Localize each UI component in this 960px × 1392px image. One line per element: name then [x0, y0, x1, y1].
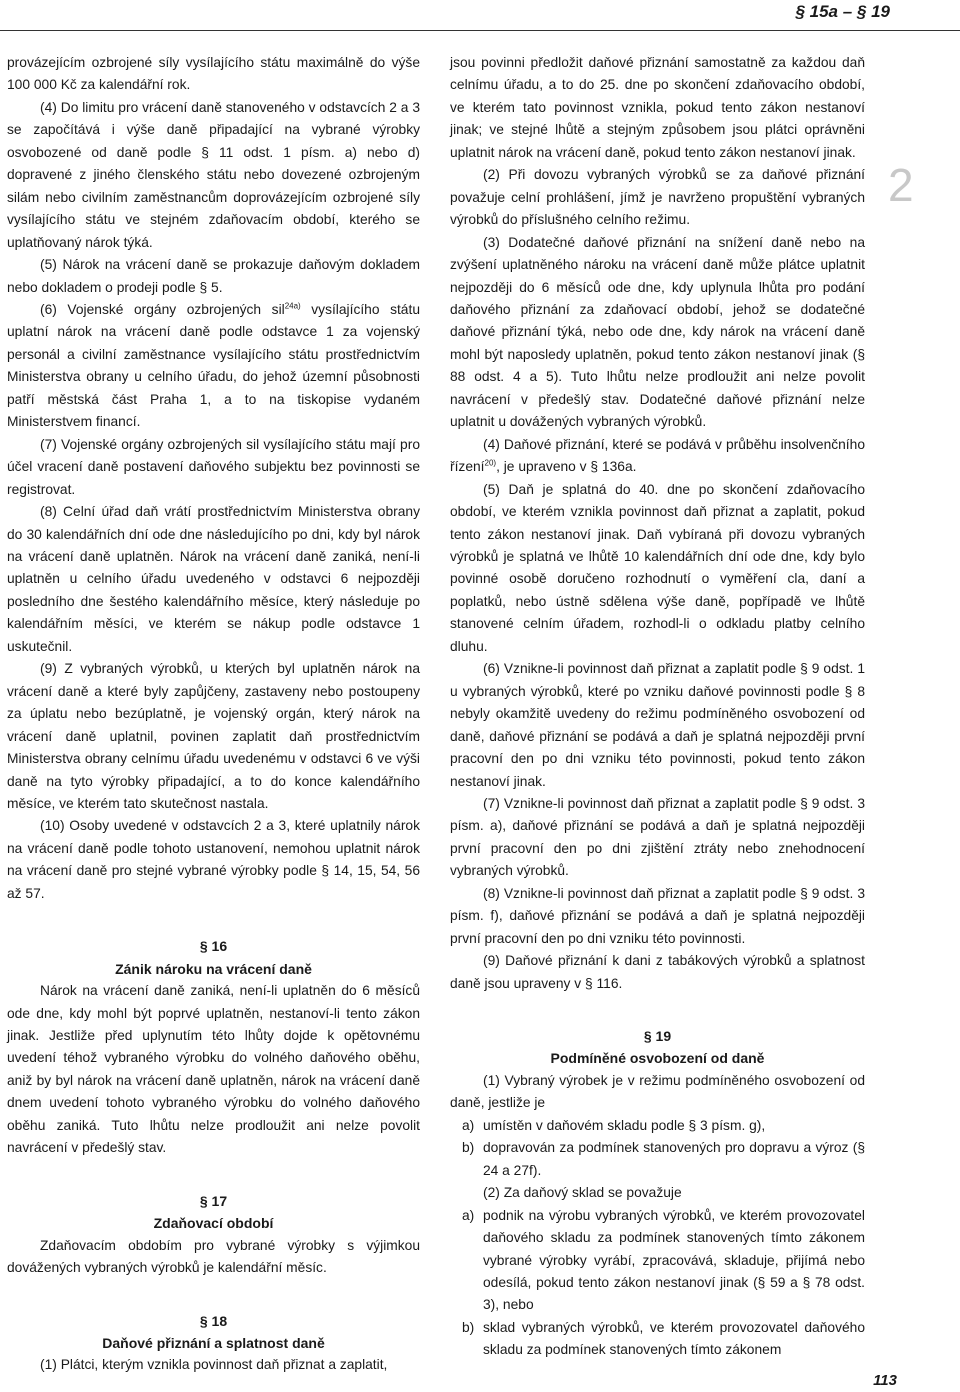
footnote-ref-24a: 24a) — [284, 301, 301, 311]
paragraph-9: (9) Daňové přiznání k dani z tabákových výrobků a splatnost daně jsou upraveny v § 116. — [450, 953, 865, 991]
paragraph-2: (2) Při dovozu vybraných výrobků se za daňové přiznání považuje celní prohlášení, jímž je navrženo propuštění vybraných výrobků do příslušného celního režimu. — [450, 167, 865, 228]
paragraph-4-end: , je upraveno v § 136a. — [496, 459, 637, 475]
section-19-title: Podmíněné osvobození od daně — [550, 1050, 765, 1067]
page-number: 113 — [873, 1372, 897, 1389]
paragraph-10: (10) Osoby uvedené v odstavcích 2 a 3, které uplatnily nárok na vrácení daně podle tohoto ustanovení, nemohou uplatnit nárok na vrácení daně pro stejné vybrané výrobky podle § 14, 15, 54, 56 až 57. — [7, 818, 420, 901]
list-item-text: sklad vybraných výrobků, ve kterém provozovatel daňového skladu za podmínek stanovených tímto zákonem — [483, 1319, 865, 1358]
paragraph-7: (7) Vojenské orgány ozbrojených sil vysílajícího státu mají pro účel vracení daně postavení daňového subjektu bez povinnosti se registrovat. — [7, 436, 420, 497]
list-item-text: dopravován za podmínek stanovených pro dopravu a výroz (§ 24 a 27f). — [483, 1140, 865, 1178]
paragraph-6: (6) Vznikne-li povinnost daň přiznat a zaplatit podle § 9 odst. 1 u vybraných výrobků, které po vzniku daňové povinnosti podle § 8 nebyly okamžitě uvedeny do režimu podmíněného osvobození od daně, daňové přiznání se podává a daň je splatná nejpozději první pracovní den po dni vzniku této povinnosti, pokud tento zákon nestanoví jinak. — [450, 661, 865, 789]
footnote-ref-20: 20) — [484, 458, 497, 468]
list-item-text: podnik na výrobu vybraných výrobků, ve kterém provozovatel daňového skladu za podmínek stanovených tímto zákonem vybrané výrobky vyrábí, zpracovává, skladuje, přijímá nebo odesílá, pokud tento zákon nestanoví jinak (§ 59 a § 78 odst. 3), nebo — [483, 1207, 865, 1313]
paragraph-8: (8) Celní úřad daň vrátí prostřednictvím Ministerstva obrany do 30 kalendářních dní ode dne následujícího po dni, kdy byl nárok na vrácení daně uplatněn. Nárok na vrácení daně zaniká, není-li uplatněn u celního úřadu uvedeného v odstavci 6 nejpozději posledního dne šestého kalendářního měsíce, který následuje po kalendářním měsíci, ve kterém se nákup podle odstavce 1 uskutečnil. — [7, 504, 420, 654]
header-rule — [0, 30, 960, 31]
section-16-title: Zánik nároku na vrácení daně — [115, 960, 312, 977]
list-item — [450, 1115, 865, 1137]
paragraph-8: (8) Vznikne-li povinnost daň přiznat a zaplatit podle § 9 odst. 3 písm. f), daňové přiznání se podává a daň je splatná nejpozději první pracovní den po dni vzniku této povinnosti. — [450, 885, 865, 946]
paragraph-continued: jsou povinni předložit daňové přiznání samostatně za každou daň celnímu úřadu, a to do 25. dne po skončení zdaňovacího období, ve kterém tato povinnost vznikla, pokud tento zákon nestanoví jinak; ve stejné lhůtě a stejným způsobem jsou plátci oprávněni uplatnit nárok na vrácení daně, pokud tento zákon nestanoví jinak. — [450, 55, 865, 160]
section-19-paragraph-1: (1) Vybraný výrobek je v režimu podmíněného osvobození od daně, jestliže je — [450, 1072, 865, 1111]
paragraph-7: (7) Vznikne-li povinnost daň přiznat a zaplatit podle § 9 odst. 3 písm. a), daňové přiznání se podává a daň je splatná nejpozději první pracovní den po dni zjištění ztráty nebo znehodnocení vybraných výrobků. — [450, 795, 865, 879]
chapter-tab-number: 2 — [888, 159, 914, 211]
paragraph-5: (5) Nárok na vrácení daně se prokazuje daňovým dokladem nebo dokladem o prodeji podle § 5. — [7, 257, 420, 295]
paragraph-3: (3) Dodatečné daňové přiznání na snížení daně nebo na zvýšení uplatněného nároku na vrácení daně může plátce uplatnit nejpozději do 6 měsíců ode dne, kdy uplynula lhůta pro podání daňového přiznání za zdaňovací období, jehož se dodatečné daňové přiznání týká, nebo ode dne, kdy nárok na vrácení daně mohl být naposledy uplatněn, pokud tento zákon nestanoví jinak (§ 88 odst. 4 a 5). Tuto lhůtu nelze prodloužit ani nelze povolit navrácení v předešlý stav. Dodatečné daňové přiznání nelze uplatnit u dovážených vybraných výrobků. — [450, 234, 865, 430]
section-18-paragraph-1: (1) Plátci, kterým vznikla povinnost daň přiznat a zaplatit, — [40, 1357, 388, 1373]
paragraph-6 — [7, 299, 420, 434]
section-16-number: § 16 — [199, 938, 228, 955]
list-item — [450, 1205, 865, 1317]
paragraph-9: (9) Z vybraných výrobků, u kterých byl uplatněn nárok na vrácení daně a které byly zapůjčeny, zastaveny nebo postoupeny za úplatu nebo bezúplatně, je vojenský orgán, který nárok na vrácení daně uplatnil, povinen zaplatit daň prostřednictvím Ministerstva obrany celnímu úřadu uvedenému v odstavci 6 ve výši daně na tyto výrobky připadající, a to do konce kalendářního měsíce, ve kterém tato skutečnost nastala. — [7, 661, 420, 811]
list-marker: a) — [462, 1117, 475, 1133]
list-marker: b) — [462, 1140, 475, 1156]
section-19-number: § 19 — [643, 1028, 672, 1045]
page-header — [0, 0, 960, 36]
section-19-paragraph-2: (2) Za daňový sklad se považuje — [483, 1185, 682, 1201]
right-column — [450, 52, 865, 1362]
section-17-title: Zdaňovací období — [153, 1215, 274, 1232]
section-17-number: § 17 — [199, 1192, 228, 1209]
section-16-text: Nárok na vrácení daně zaniká, není-li uplatněn do 6 měsíců ode dne, kdy mohl být poprvé uplatněn, nestanoví-li tento zákon jinak. Jestliže před uplynutím této lhůty dojde k opětovnému uvedení téhož vybraného výrobku do volného daňového oběhu, aniž by byl nárok na vrácení daně uplatněn, nárok na vrácení daně dnem uvedení tohoto vybraného výrobku do volného daňového oběhu zaniká. Tuto lhůtu nelze prodloužit ani nelze povolit navrácení v předešlý stav. — [7, 983, 420, 1156]
list-item-text: umístěn v daňovém skladu podle § 3 písm. g), — [483, 1117, 766, 1133]
paragraph-4 — [450, 434, 865, 479]
paragraph-4-start: (4) Daňové přiznání, které se podává v průběhu insolvenčního řízení — [450, 436, 865, 475]
header-section-range: § 15a – § 19 — [795, 2, 890, 21]
list-item — [450, 1317, 865, 1362]
left-column — [7, 52, 420, 1377]
list-marker: b) — [462, 1319, 475, 1335]
section-18-title: Daňové přiznání a splatnost daně — [102, 1335, 325, 1352]
paragraph-4: (4) Do limitu pro vrácení daně stanoveného v odstavcích 2 a 3 se započítává i výše daně připadající na vybrané výrobky osvobozené od daně podle § 11 odst. 1 písm. a) nebo d) dopravené z jiného členského státu nebo dovezené ozbrojeným silám nebo civilním zaměstnancům doprovázejícím ozbrojené síly vysílajícího státu ve stejném zdaňovacím období, kterého se uplatňovaný nárok týká. — [7, 99, 420, 250]
paragraph-6-end: vysílajícího státu uplatní nárok na vrácení daně podle odstavce 1 za vojenský personál a civilní zaměstnance vysílajícího státu prostřednictvím Ministerstva obrany u celního úřadu, do jehož územní působnosti patří městská část Praha 1, a to na tiskopise vydaném Ministerstvem financí. — [7, 301, 420, 430]
paragraph-5: (5) Daň je splatná do 40. dne po skončení zdaňovacího období, ve kterém vznikla povinnost daň přiznat a zaplatit, pokud tento zákon nestanoví jinak. Daň vybíraná při dovozu vybraných výrobků je splatná ve lhůtě 10 kalendářních dní ode dne, kdy bylo povinné osobě doručeno rozhodnutí o vyměření cla, daní a poplatků, nebo ústně sdělena výše daně, popřípadě ve lhůtě stanovené celním úřadem, rozhodl-li o odkladu platby celního dluhu. — [450, 481, 865, 654]
paragraph-6-start: (6) Vojenské orgány ozbrojených sil — [40, 301, 285, 317]
paragraph-continued: provázejícím ozbrojené síly vysílajícího státu maximálně do výše 100 000 Kč za kalendářní rok. — [7, 55, 420, 93]
list-item — [450, 1137, 865, 1182]
section-18-number: § 18 — [199, 1312, 228, 1329]
section-17-text: Zdaňovacím obdobím pro vybrané výrobky s výjimkou dovážených vybraných výrobků je kalendářní měsíc. — [7, 1237, 420, 1276]
list-marker: a) — [462, 1207, 475, 1223]
